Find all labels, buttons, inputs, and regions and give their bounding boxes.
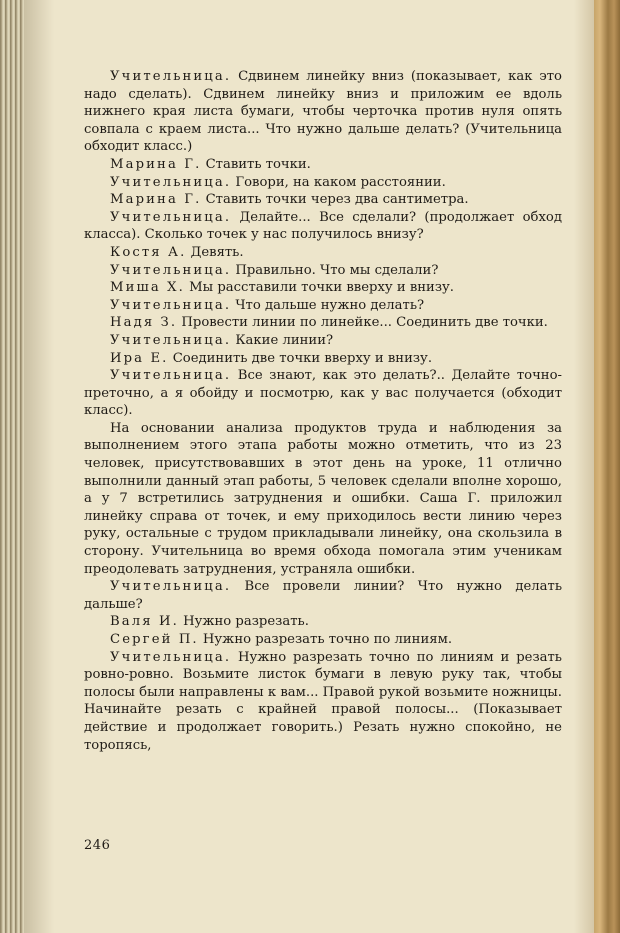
speaker: Учительница. — [110, 174, 232, 190]
book-spine-edge — [0, 0, 24, 933]
utterance: Девять. — [186, 244, 244, 260]
speaker: Ира Е. — [110, 350, 169, 366]
dialogue-line — [84, 262, 562, 280]
speaker: Учительница. — [110, 209, 232, 225]
speaker: Учительница. — [110, 649, 232, 665]
utterance: Какие линии? — [231, 332, 334, 348]
dialogue-line — [84, 332, 562, 350]
dialogue-line — [84, 279, 562, 297]
speaker: Учительница. — [110, 368, 232, 384]
dialogue-line — [84, 68, 562, 156]
speaker: Миша Х. — [110, 280, 185, 296]
utterance: Нужно разрезать точно по линиям и резать ровно-ровно. Возьмите листок бумаги в левую руку так, чтобы полосы были направлены к вам... Правой рукой возьмите ножницы. Начинайте резать с крайней правой полосы... (Показывает действие и продолжает говорить.) Резать нужно спокойно, не торопясь, — [84, 649, 562, 753]
utterance: Все знают, как это делать?.. Делайте точно-преточно, а я обойду и посмотрю, как у вас получается (обходит класс). — [84, 368, 562, 419]
speaker: Учительница. — [110, 579, 232, 595]
dialogue-line — [84, 367, 562, 420]
adjacent-pages-edge — [594, 0, 620, 933]
dialogue-line — [84, 156, 562, 174]
utterance: Говори, на каком расстоянии. — [231, 174, 446, 190]
speaker: Валя И. — [110, 614, 179, 630]
speaker: Марина Г. — [110, 192, 202, 208]
utterance: Нужно разрезать. — [178, 614, 309, 630]
right-page-shade — [574, 0, 594, 933]
utterance: Мы расставили точки вверху и внизу. — [184, 280, 454, 296]
speaker: Учительница. — [110, 332, 232, 348]
utterance: Правильно. Что мы сделали? — [231, 262, 439, 278]
dialogue-line — [84, 649, 562, 755]
dialogue-line — [84, 244, 562, 262]
speaker: Сергей П. — [110, 632, 199, 647]
narrative-paragraph — [84, 420, 562, 578]
dialogue-line — [84, 191, 562, 209]
spine-shadow — [24, 0, 54, 933]
speaker: Учительница. — [110, 262, 232, 278]
dialogue-line — [84, 314, 562, 332]
page-number: 246 — [84, 838, 111, 853]
utterance: Делайте... Все сделали? (продолжает обход класса). Сколько точек у нас получилось внизу? — [84, 209, 562, 243]
utterance: Все провели линии? Что нужно делать дальше? — [84, 579, 562, 612]
utterance: Нужно разрезать точно по линиям. — [198, 632, 453, 647]
dialogue-line — [84, 350, 562, 368]
page-text — [84, 68, 562, 754]
utterance: Соединить две точки вверху и внизу. — [168, 350, 433, 366]
speaker: Надя З. — [110, 315, 178, 331]
speaker: Костя А. — [110, 244, 187, 260]
speaker: Марина Г. — [110, 156, 202, 172]
utterance: Провести линии по линейке... Соединить две точки. — [177, 315, 548, 331]
speaker: Учительница. — [110, 69, 232, 84]
dialogue-line — [84, 209, 562, 244]
speaker: Учительница. — [110, 297, 232, 313]
utterance: Ставить точки через два сантиметра. — [201, 192, 469, 208]
utterance: Сдвинем линейку вниз (показывает, как это надо сделать). Сдвинем линейку вниз и приложим ее вдоль нижнего края листа бумаги, чтобы черточка против нуля опять совпала с краем листа... Что нужно дальше делать? (Учительница обходит класс.) — [84, 69, 562, 155]
utterance: Что дальше нужно делать? — [231, 297, 425, 313]
dialogue-line — [84, 578, 562, 613]
dialogue-line — [84, 174, 562, 192]
narrative-text: На основании анализа продуктов труда и наблюдения за выполнением этого этапа работы можно отметить, что из 23 человек, присутствовавших в этот день на уроке, 11 отлично выполнили данный этап работы, 5 человек сделали вполне хорошо, а у 7 встретились затруднения и ошибки. Саша Г. приложил линейку справа от точек, и ему приходилось вести линию через руку, остальные с трудом прикладывали линейку, она скользила в сторону. Учительница во время обхода помогала этим ученикам преодолевать затруднения, устраняла ошибки. — [84, 420, 562, 577]
dialogue-line — [84, 631, 562, 649]
utterance: Ставить точки. — [201, 156, 311, 172]
dialogue-line — [84, 613, 562, 631]
dialogue-line — [84, 297, 562, 315]
